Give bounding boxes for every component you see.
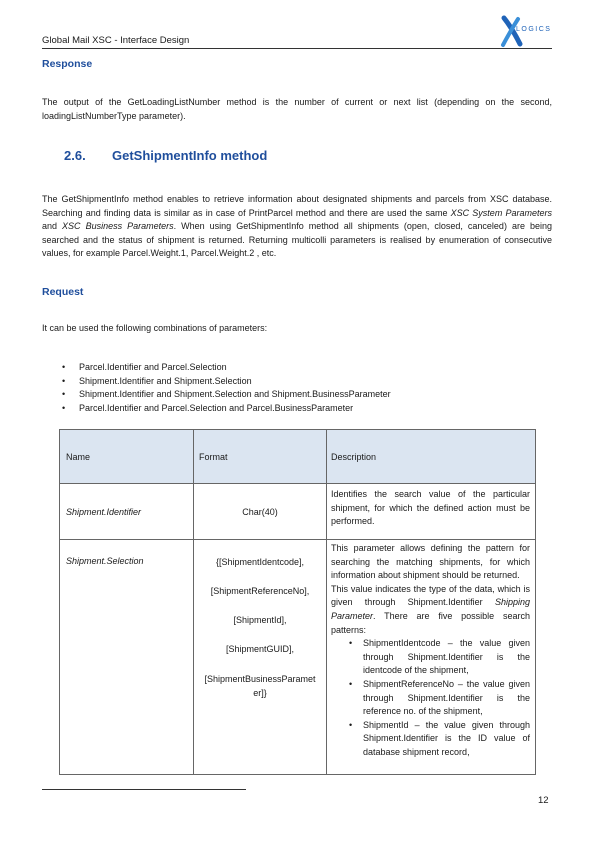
desc2-text-a: This value indicates the type of the data, which is given through Shipment.Identifier: [331, 583, 530, 608]
table-row: [60, 540, 536, 775]
desc2-text-b: . There are five possible search patterns:: [331, 610, 530, 635]
request-intro: It can be used the following combinations of parameters:: [42, 323, 268, 333]
format-option: {[ShipmentIdentcode],: [215, 557, 305, 567]
selection-desc-1: This parameter allows defining the pattern for searching the matching shipments, for which information about shipment should be returned.: [331, 543, 530, 581]
header-description: Description: [327, 430, 536, 484]
intro-em-business-params: XSC Business Parameters: [62, 221, 174, 231]
footer-rule: [42, 789, 246, 790]
format-option: [ShipmentGUID],: [225, 644, 295, 654]
request-heading: Request: [42, 286, 84, 298]
table-row: [60, 484, 536, 540]
intro-paragraph: [42, 193, 552, 261]
header-format: Format: [194, 430, 327, 484]
parameter-combinations-list: [59, 361, 549, 415]
section-number: 2.6.: [64, 148, 86, 163]
list-item: • Shipment.Identifier and Shipment.Selection and Shipment.BusinessParameter: [59, 388, 549, 402]
intro-text-2: and: [42, 221, 63, 231]
page-number: 12: [538, 795, 549, 806]
param-format: Char(40): [194, 484, 327, 540]
selection-desc-2: [331, 583, 530, 637]
header-rule: [42, 48, 552, 49]
xlogics-logo: [498, 14, 554, 50]
format-option: [ShipmentId],: [233, 615, 287, 625]
intro-text-1: The GetShipmentInfo method enables to retrieve information about designated shipments and parcels from XSC database. Searching and finding data is similar as in case of PrintParcel method and there are used the same: [42, 194, 552, 218]
desc2-em: Shipping Parameter: [331, 597, 530, 621]
search-pattern-list: [331, 637, 530, 759]
document-header-title: Global Mail XSC - Interface Design: [42, 35, 190, 46]
list-item: • Shipment.Identifier and Shipment.Selection: [59, 375, 549, 389]
response-paragraph: The output of the GetLoadingListNumber method is the number of current or next list (depending on the second, loadingListNumberType parameter).: [42, 97, 552, 121]
intro-text-3: . When using GetShipmentInfo method all shipments (open, closed, canceled) are being searched and the status of shipment is returned. Returning multicolli parameters is realised by enumeration of consecutive values, for example Parcel.Weight.1, Parcel.Weight.2 , etc.: [42, 221, 552, 258]
section-title: GetShipmentInfo method: [112, 148, 268, 163]
parameters-table: [59, 429, 536, 775]
list-item: • Parcel.Identifier and Parcel.Selection and Parcel.BusinessParameter: [59, 402, 549, 416]
param-name: Shipment.Identifier: [66, 506, 142, 517]
format-option: [ShipmentBusinessParameter]}: [204, 674, 316, 698]
logo-text: LOGICS: [516, 26, 552, 33]
intro-em-system-params: XSC System Parameters: [450, 207, 552, 218]
header-name: Name: [60, 430, 194, 484]
param-name: Shipment.Selection: [66, 556, 144, 566]
list-item: • ShipmentReferenceNo – the value given through Shipment.Identifier is the reference no. of the shipment,: [331, 678, 530, 719]
param-description: [327, 540, 535, 760]
list-item: • Parcel.Identifier and Parcel.Selection: [59, 361, 549, 375]
format-option: [ShipmentReferenceNo],: [210, 586, 310, 596]
table-header-row: [60, 430, 536, 484]
list-item: • ShipmentIdentcode – the value given through Shipment.Identifier is the identcode of the shipment,: [331, 637, 530, 678]
list-item: • ShipmentId – the value given through Shipment.Identifier is the ID value of database shipment record,: [331, 719, 530, 760]
param-format-options: [194, 540, 327, 775]
param-description: Identifies the search value of the particular shipment, for which the defined action must be performed.: [331, 489, 530, 527]
response-heading: Response: [42, 58, 93, 70]
section-heading: [64, 148, 267, 163]
